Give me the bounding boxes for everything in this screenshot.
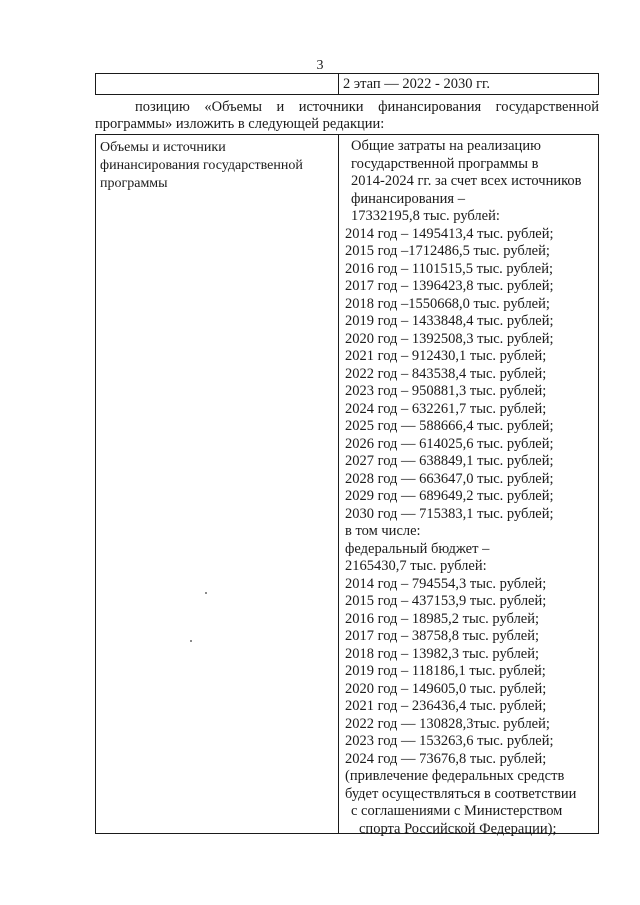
label-line: финансирования государственной	[100, 158, 303, 173]
year-line: 2024 год — 73676,8 тыс. рублей;	[345, 750, 547, 767]
note-line: с соглашениями с Министерством	[351, 803, 563, 819]
federal-by-year-list	[345, 576, 598, 769]
year-line: 2030 год — 715383,1 тыс. рублей;	[345, 505, 554, 522]
year-line: 2019 год – 118186,1 тыс. рублей;	[345, 663, 546, 679]
intro-line: финансирования –	[351, 190, 465, 207]
year-line: 2020 год – 1392508,3 тыс. рублей;	[345, 330, 554, 347]
year-line: 2021 год – 912430,1 тыс. рублей;	[345, 348, 547, 364]
year-line: 2015 год – 437153,9 тыс. рублей;	[345, 593, 547, 609]
note-line: будет осуществляться в соответствии	[345, 785, 577, 802]
total-intro	[345, 138, 598, 226]
year-line: 2020 год – 149605,0 тыс. рублей;	[345, 680, 547, 697]
stage-table	[95, 73, 599, 95]
year-line: 2017 год – 38758,8 тыс. рублей;	[345, 628, 540, 644]
financing-table	[95, 134, 599, 837]
year-line: 2022 год – 843538,4 тыс. рублей;	[345, 365, 547, 382]
financing-content-cell	[339, 135, 598, 837]
federal-label: федеральный бюджет –	[345, 540, 490, 557]
year-line: 2018 год – 13982,3 тыс. рублей;	[345, 645, 540, 662]
intro-line-1	[95, 99, 599, 116]
year-line: 2021 год – 236436,4 тыс. рублей;	[345, 698, 547, 714]
intro-line: 2014-2024 гг. за счет всех источников	[351, 173, 582, 189]
federal-total: 2165430,7 тыс. рублей:	[345, 558, 487, 574]
intro-line-2: программы» изложить в следующей редакции:	[95, 116, 385, 132]
year-line: 2016 год – 18985,2 тыс. рублей;	[345, 610, 540, 627]
year-line: 2016 год – 1101515,5 тыс. рублей;	[345, 260, 553, 277]
year-line: 2019 год – 1433848,4 тыс. рублей;	[345, 313, 554, 329]
year-line: 2023 год – 950881,3 тыс. рублей;	[345, 383, 547, 399]
intro-word: источники	[298, 99, 364, 115]
note-line: спорта Российской Федерации);	[359, 820, 557, 837]
year-line: 2024 год – 632261,7 тыс. рублей;	[345, 400, 547, 417]
intro-word: позицию	[135, 99, 190, 115]
scan-speck	[190, 640, 192, 642]
year-line: 2029 год — 689649,2 тыс. рублей;	[345, 488, 554, 504]
stage-left-cell	[96, 74, 339, 94]
intro-word: «Объемы	[204, 99, 262, 115]
including-label: в том числе:	[345, 523, 421, 539]
year-line: 2014 год – 1495413,4 тыс. рублей;	[345, 225, 554, 242]
intro-word: и	[276, 99, 285, 115]
year-line: 2025 год — 588666,4 тыс. рублей;	[345, 418, 554, 434]
intro-word: финансирования	[378, 99, 482, 115]
year-line: 2022 год — 130828,3тыс. рублей;	[345, 715, 550, 732]
intro-line: Общие затраты на реализацию	[351, 138, 541, 154]
label-line: программы	[100, 176, 168, 191]
financing-label-cell	[96, 135, 339, 833]
year-line: 2028 год — 663647,0 тыс. рублей;	[345, 470, 554, 487]
year-line: 2027 год — 638849,1 тыс. рублей;	[345, 453, 554, 469]
year-line: 2018 год –1550668,0 тыс. рублей;	[345, 295, 550, 312]
total-by-year-list	[345, 226, 598, 524]
year-line: 2017 год – 1396423,8 тыс. рублей;	[345, 278, 554, 294]
year-line: 2015 год –1712486,5 тыс. рублей;	[345, 243, 550, 259]
intro-paragraph	[95, 99, 599, 133]
intro-word: государственной	[495, 99, 599, 115]
year-line: 2014 год – 794554,3 тыс. рублей;	[345, 575, 547, 592]
note-line: (привлечение федеральных средств	[345, 768, 565, 784]
year-line: 2023 год — 153263,6 тыс. рублей;	[345, 733, 554, 749]
year-line: 2026 год — 614025,6 тыс. рублей;	[345, 435, 554, 452]
page-number: 3	[316, 58, 324, 73]
label-line: Объемы и источники	[100, 140, 226, 155]
federal-note	[345, 768, 598, 838]
intro-line: государственной программы в	[351, 155, 539, 172]
stage-right-cell: 2 этап — 2022 - 2030 гг.	[343, 76, 490, 92]
scan-speck	[205, 592, 207, 594]
intro-line: 17332195,8 тыс. рублей:	[351, 208, 500, 224]
